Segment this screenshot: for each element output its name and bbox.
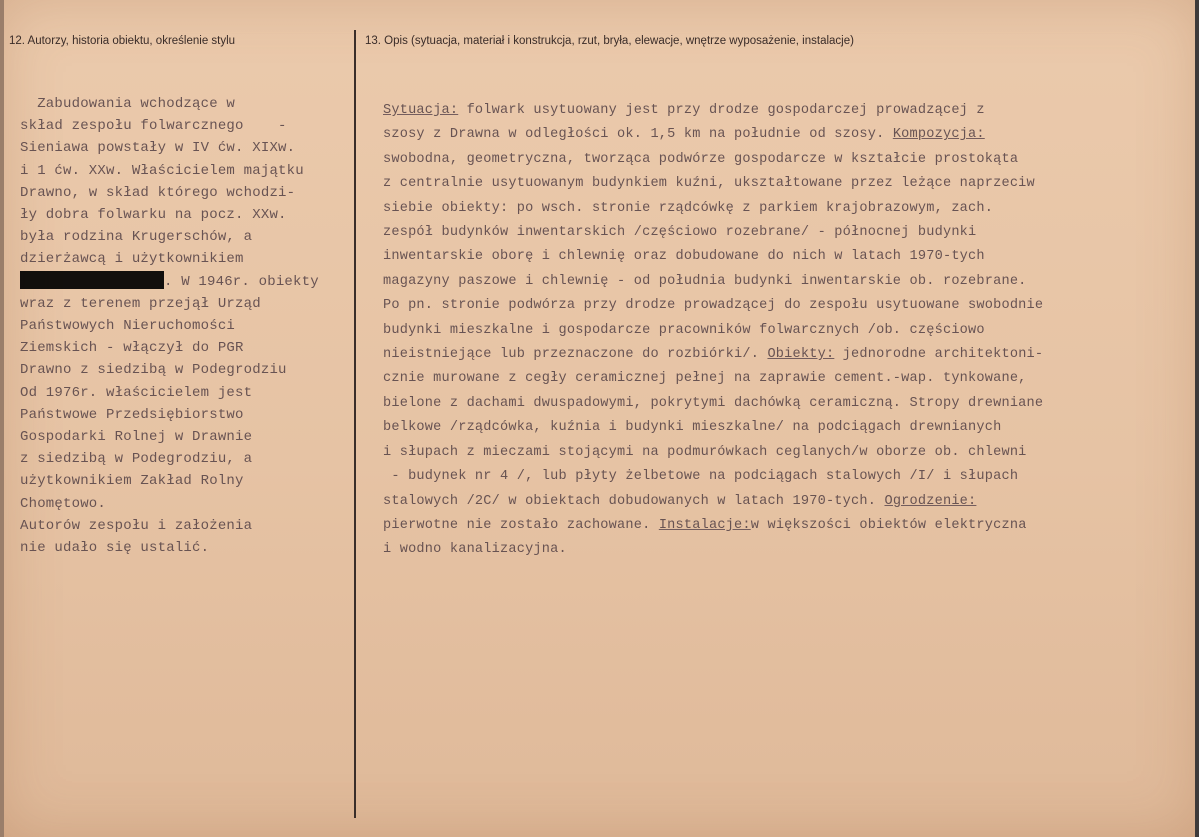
column-divider xyxy=(354,30,356,818)
label-instalacje: Instalacje: xyxy=(658,517,751,533)
history-line-18: użytkownikiem Zakład Rolny xyxy=(20,473,244,490)
history-line-20: Autorów zespołu i założenia xyxy=(20,517,253,534)
desc-line-13: bielone z dachami dwuspadowymi, pokrytymi dachówką ceramiczną. Stropy drewniane xyxy=(383,395,1044,411)
description-text xyxy=(383,99,1183,563)
desc-line-9: Po pn. stronie podwórza przy drodze prowadzącej do zespołu usytuowane swobodnie xyxy=(383,298,1044,314)
history-line-10: wraz z terenem przejął Urząd xyxy=(20,295,261,312)
desc-line-15: i słupach z mieczami stojącymi na podmurówkach ceglanych/w oborze ob. chlewni xyxy=(383,444,1027,460)
history-line-12: Ziemskich - włączył do PGR xyxy=(20,340,244,357)
desc-line-7: inwentarskie oborę i chlewnię oraz dobudowane do nich w latach 1970-tych xyxy=(383,249,985,265)
desc-line-4: z centralnie usytuowanym budynkiem kuźni, ukształtowane przez leżące naprzeciw xyxy=(383,176,1035,192)
label-ogrodzenie: Ogrodzenie: xyxy=(884,493,977,509)
label-obiekty: Obiekty: xyxy=(767,347,835,363)
desc-line-6: zespół budynków inwentarskich /częściowo rozebrane/ - północnej budynki xyxy=(383,225,977,241)
history-text xyxy=(20,93,350,559)
desc-line-18-text-b: w większości obiektów elektryczna xyxy=(750,517,1027,533)
history-line-6: ły dobra folwarku na pocz. XXw. xyxy=(20,207,287,224)
desc-line-17 xyxy=(383,490,1183,514)
desc-line-11-text-b: jednorodne architektoni- xyxy=(834,347,1044,363)
section-13-header: 13. Opis (sytuacja, materiał i konstrukcja, rzut, bryła, elewacje, wnętrze wyposażenie, instalacje) xyxy=(365,35,854,47)
desc-line-2-text: szosy z Drawna w odległości ok. 1,5 km na południe od szosy. xyxy=(383,127,893,143)
history-line-14: Od 1976r. właścicielem jest xyxy=(20,384,253,401)
history-line-21: nie udało się ustalić. xyxy=(20,540,210,557)
desc-line-14: belkowe /rządcówka, kuźnia i budynki mieszkalne/ na podciągach drewnianych xyxy=(383,420,1002,436)
desc-line-19: i wodno kanalizacyjna. xyxy=(383,542,567,558)
history-line-7: była rodzina Krugerschów, a xyxy=(20,229,253,246)
desc-line-11-text-a: nieistniejące lub przeznaczone do rozbiórki/. xyxy=(383,347,768,363)
history-line-2: skład zespołu folwarcznego - xyxy=(20,118,287,135)
desc-line-1 xyxy=(383,99,1183,123)
desc-line-11 xyxy=(383,343,1183,367)
redaction-block xyxy=(20,271,164,289)
history-line-16: Gospodarki Rolnej w Drawnie xyxy=(20,429,253,446)
history-line-5: Drawno, w skład którego wchodzi- xyxy=(20,184,296,201)
card-right-edge xyxy=(1195,0,1199,837)
history-line-1: Zabudowania wchodzące w xyxy=(20,96,236,112)
history-line-4: i 1 ćw. XXw. Właścicielem majątku xyxy=(20,162,304,179)
history-line-13: Drawno z siedzibą w Podegrodziu xyxy=(20,362,287,379)
section-12-header: 12. Autorzy, historia obiektu, określenie stylu xyxy=(9,35,236,47)
history-line-15: Państwowe Przedsiębiorstwo xyxy=(20,406,244,423)
desc-line-1-text: folwark usytuowany jest przy drodze gospodarczej prowadzącej z xyxy=(458,103,985,118)
history-line-11: Państwowych Nieruchomości xyxy=(20,318,236,335)
history-line-3: Sieniawa powstały w IV ćw. XIXw. xyxy=(20,140,296,157)
history-line-9-text: . W 1946r. obiekty xyxy=(164,273,319,290)
desc-line-17-text: stalowych /2C/ w obiektach dobudowanych w latach 1970-tych. xyxy=(383,493,885,509)
label-sytuacja: Sytuacja: xyxy=(383,103,459,118)
card-left-edge xyxy=(0,0,4,837)
label-kompozycja: Kompozycja: xyxy=(892,127,985,143)
history-line-9 xyxy=(20,271,350,293)
history-line-17: z siedzibą w Podegrodziu, a xyxy=(20,451,253,468)
history-line-19: Chomętowo. xyxy=(20,495,107,512)
history-line-8: dzierżawcą i użytkownikiem xyxy=(20,251,244,268)
desc-line-18-text-a: pierwotne nie zostało zachowane. xyxy=(383,517,659,533)
desc-line-5: siebie obiekty: po wsch. stronie rządcówkę z parkiem krajobrazowym, zach. xyxy=(383,200,994,216)
desc-line-8: magazyny paszowe i chlewnię - od południa budynki inwentarskie ob. rozebrane. xyxy=(383,273,1027,289)
desc-line-12: cznie murowane z cegły ceramicznej pełnej na zaprawie cement.-wap. tynkowane, xyxy=(383,371,1027,387)
desc-line-18 xyxy=(383,514,1183,538)
desc-line-16: - budynek nr 4 /, lub płyty żelbetowe na podciągach stalowych /I/ i słupach xyxy=(383,469,1019,485)
desc-line-3: swobodna, geometryczna, tworząca podwórze gospodarcze w kształcie prostokąta xyxy=(383,151,1019,167)
desc-line-2 xyxy=(383,123,1183,147)
desc-line-10: budynki mieszkalne i gospodarcze pracowników folwarcznych /ob. częściowo xyxy=(383,322,985,338)
